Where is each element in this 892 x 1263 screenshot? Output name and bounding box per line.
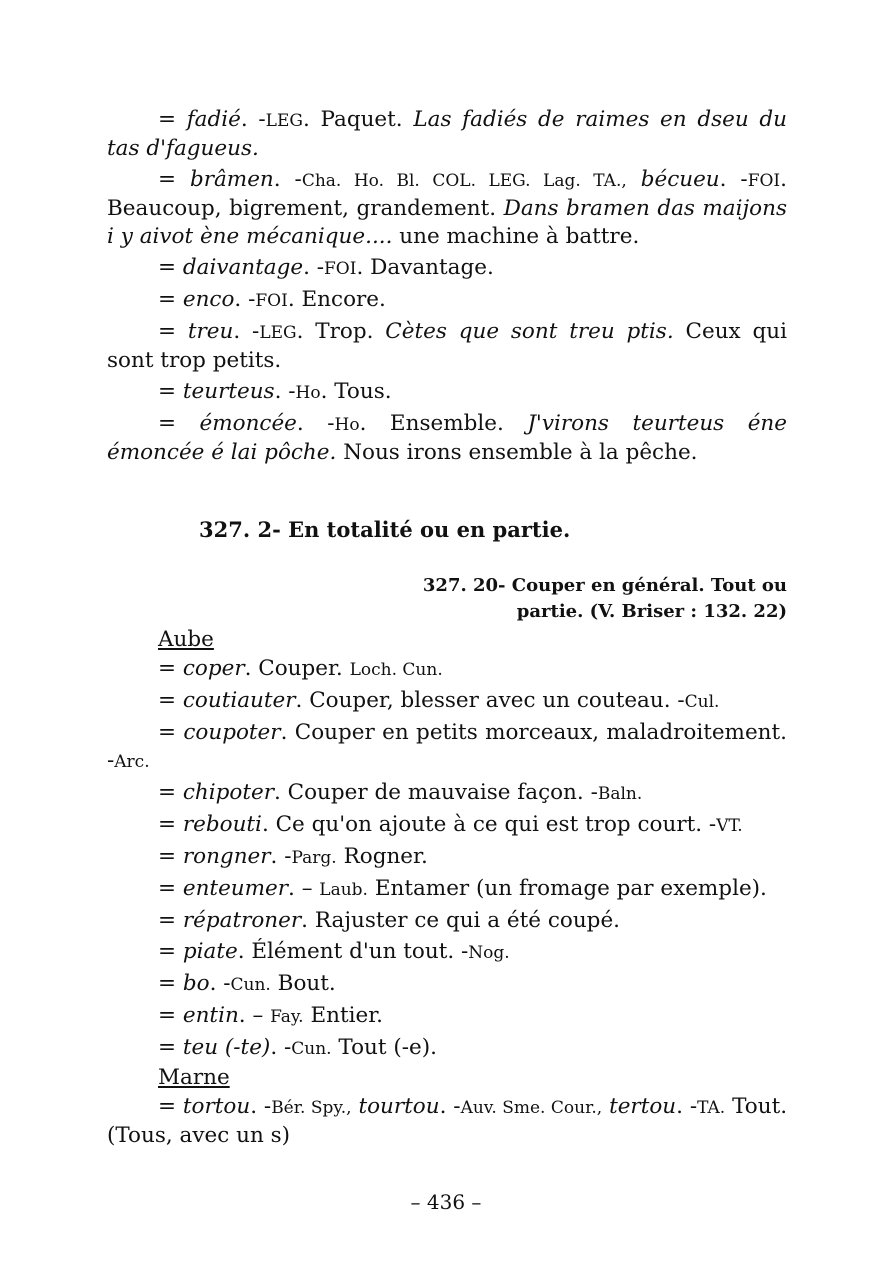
page-number: – 436 – [410,1190,482,1214]
entry-coper: = coper. Couper. Loch. Cun. [158,656,443,681]
region-aube: Aube [158,627,214,652]
entry-teurteus: = teurteus. -Ho. Tous. [158,379,392,404]
entry-rebouti: = rebouti. Ce qu'on ajoute à ce qui est trop court. -VT. [158,812,743,837]
entry-enco: = enco. -FOI. Encore. [158,287,386,312]
entry-treu: = treu. -LEG. Trop. Cètes que sont treu ptis. Ceux qui sont trop petits. [107,319,787,373]
entry-enteumer: = enteumer. – Laub. Entamer (un fromage par exemple). [158,876,767,901]
entries-aube [107,625,787,1150]
entry-coutiauter: = coutiauter. Couper, blesser avec un couteau. -Cul. [158,688,720,713]
entry-rongner: = rongner. -Parg. Rogner. [158,844,428,869]
entry-piate: = piate. Élément d'un tout. -Nog. [158,939,510,964]
entries-top [107,106,787,467]
entry-tortou: = tortou. -Bér. Spy., tourtou. -Auv. Sme. Cour., tertou. -TA. Tout. (Tous, avec un s) [107,1094,788,1148]
entry-fadie: = fadié. -LEG. Paquet. Las fadiés de raimes en dseu du tas d'fagueus. [107,107,787,161]
entry-entin: = entin. – Fay. Entier. [158,1003,383,1028]
region-marne: Marne [158,1065,230,1090]
entry-bramen: = brâmen. -Cha. Ho. Bl. COL. LEG. Lag. TA., bécueu. -FOI. Beaucoup, bigrement, grandement. Dans bramen das maijons i y aivot ène mécanique.... une machine à battre. [107,167,787,249]
entry-coupoter: = coupoter. Couper en petits morceaux, maladroitement. -Arc. [107,720,787,773]
entry-chipoter: = chipoter. Couper de mauvaise façon. -Baln. [158,780,643,805]
entry-emoncee: = émoncée. -Ho. Ensemble. J'virons teurteus éne émoncée é lai pôche. Nous irons ensemble à la pêche. [107,411,787,465]
entry-bo: = bo. -Cun. Bout. [158,971,336,996]
subsection-heading: 327. 20- Couper en général. Tout ou partie. (V. Briser : 132. 22) [422,575,787,622]
section-heading: 327. 2- En totalité ou en partie. [199,517,571,542]
entry-teu: = teu (-te). -Cun. Tout (-e). [158,1035,437,1060]
entry-daivantage: = daivantage. -FOI. Davantage. [158,255,494,280]
entry-repatroner: = répatroner. Rajuster ce qui a été coupé. [158,908,620,933]
